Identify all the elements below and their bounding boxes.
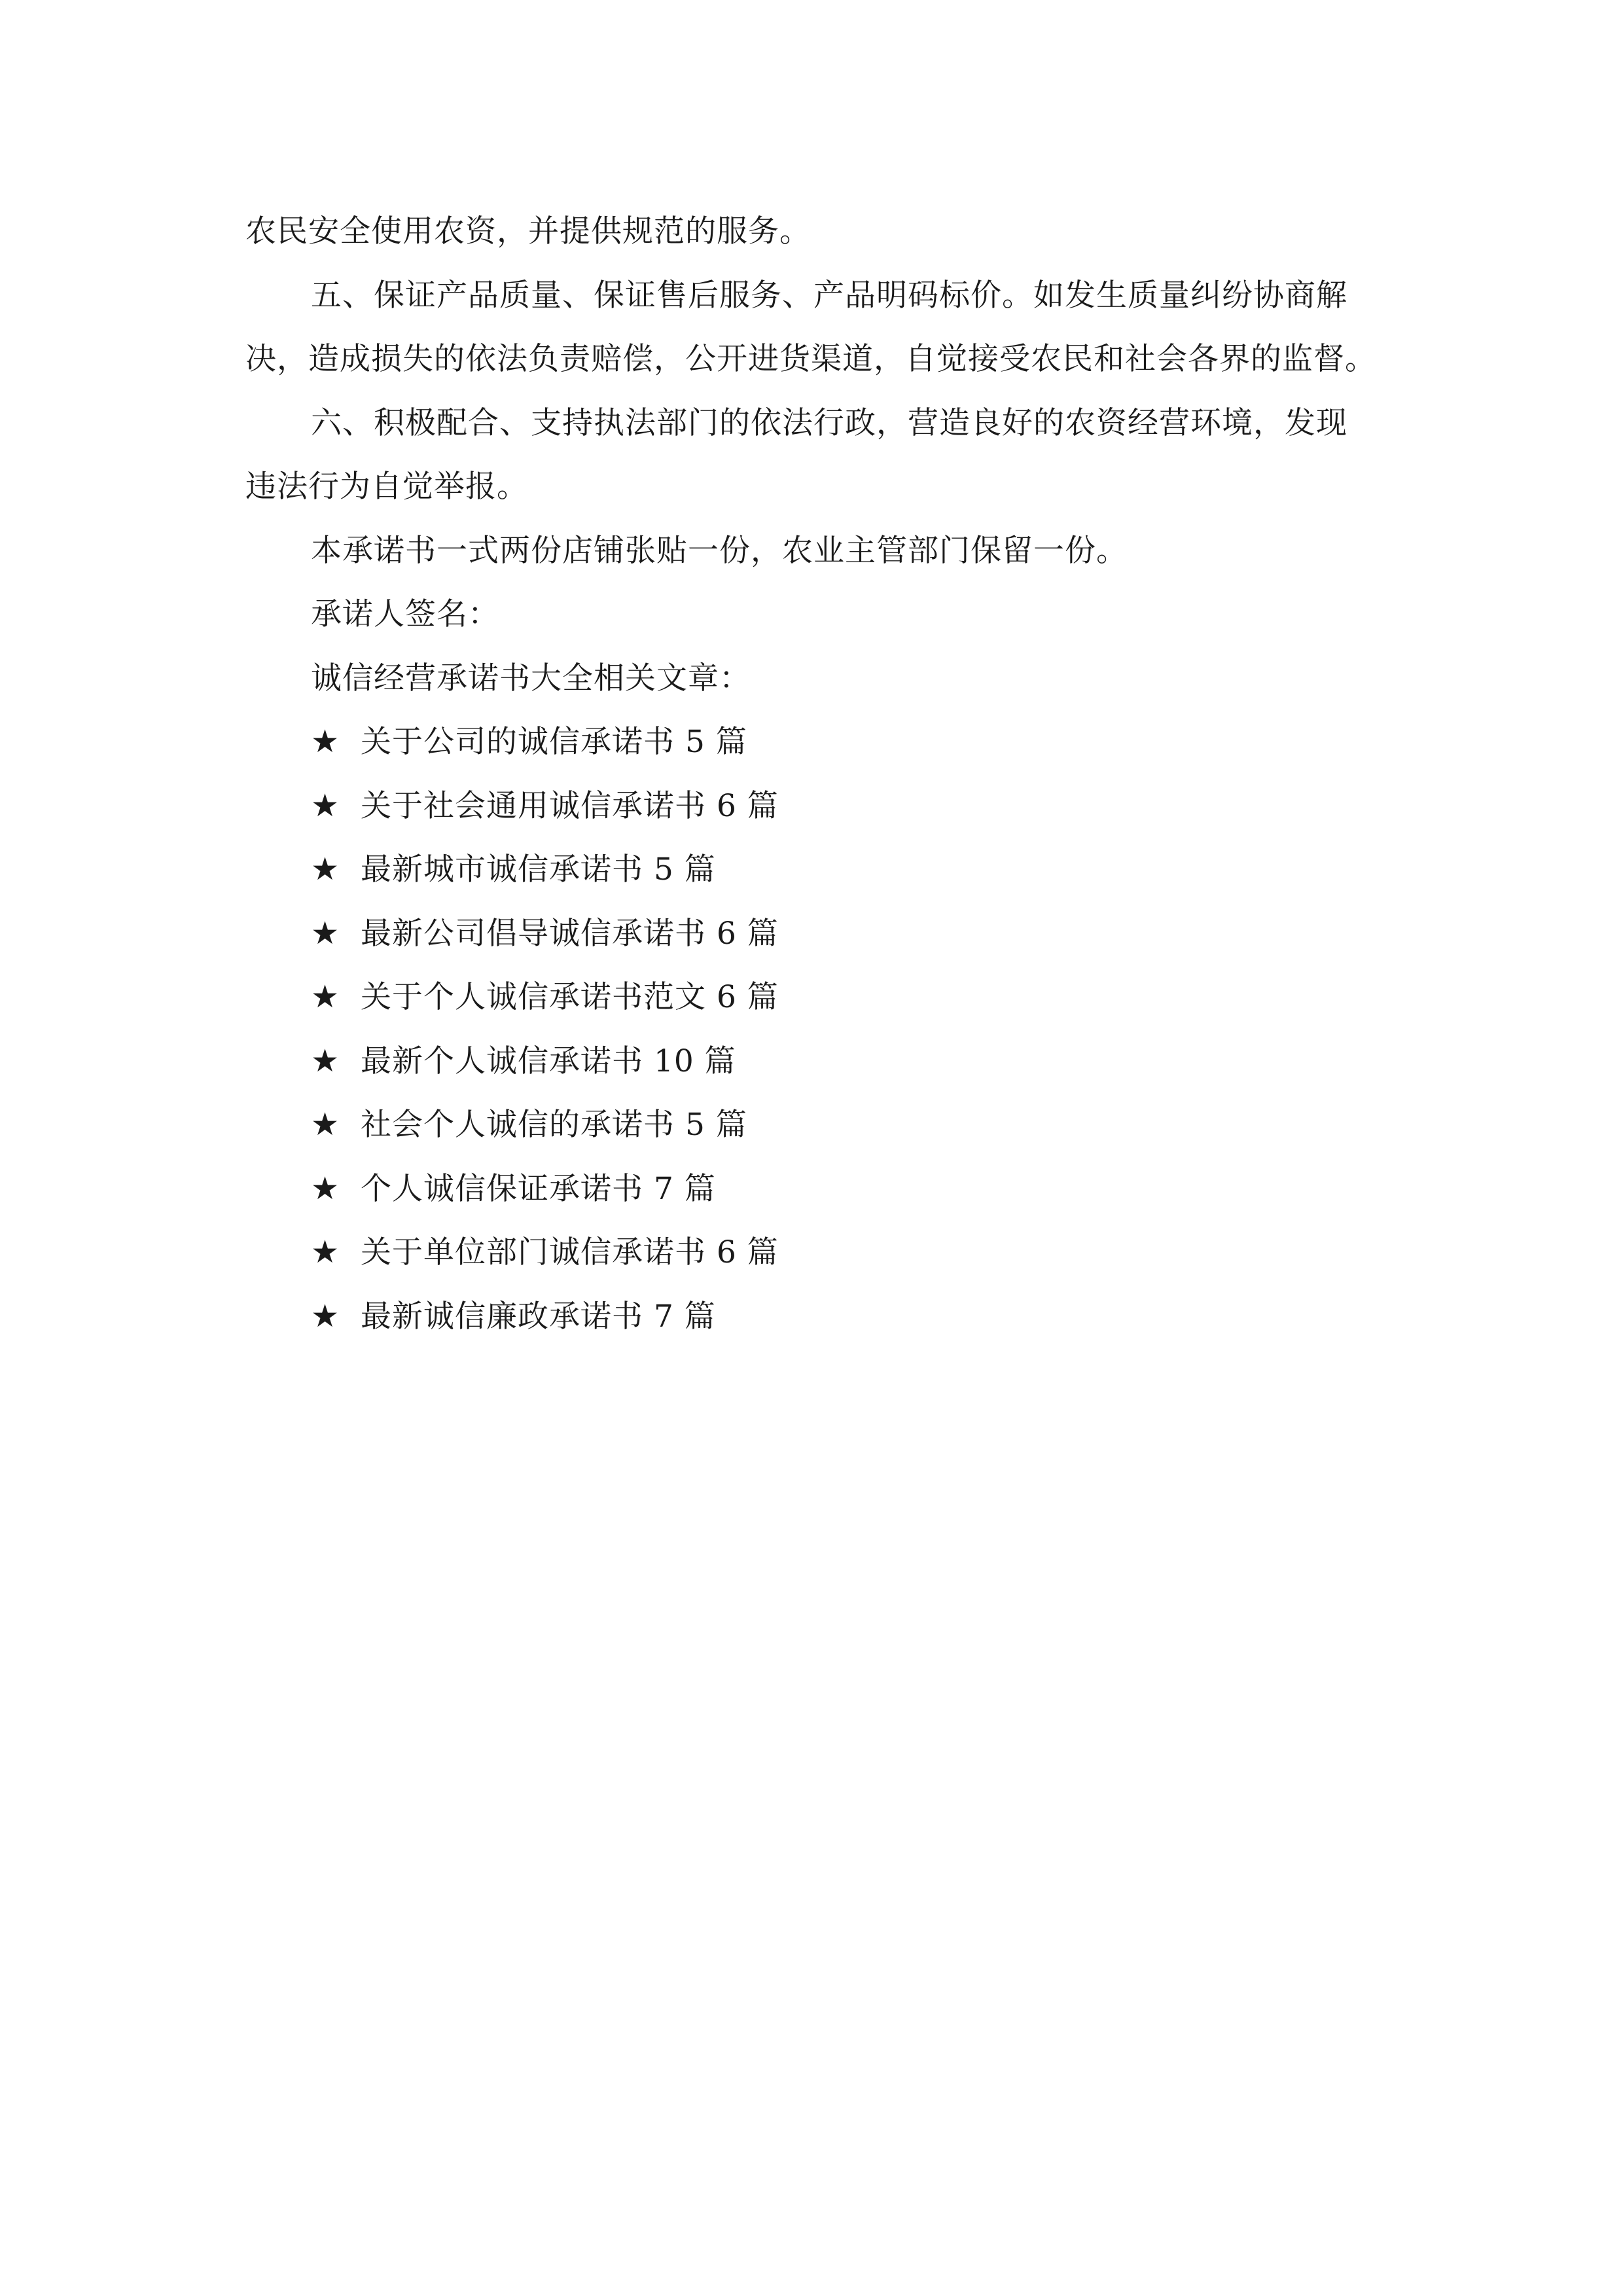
- list-item[interactable]: [245, 1221, 1384, 1285]
- list-item[interactable]: [245, 1093, 1384, 1157]
- document-body: [245, 200, 1384, 1348]
- list-item[interactable]: [245, 838, 1384, 902]
- article-link[interactable]: 关于单位部门诚信承诺书 6 篇: [361, 1234, 779, 1270]
- article-link[interactable]: 最新公司倡导诚信承诺书 6 篇: [361, 915, 779, 952]
- article-link[interactable]: 关于个人诚信承诺书范文 6 篇: [361, 979, 779, 1015]
- star-icon: ★: [311, 723, 340, 760]
- article-link[interactable]: 关于社会通用诚信承诺书 6 篇: [361, 787, 779, 824]
- star-icon: ★: [311, 1106, 340, 1143]
- article-link[interactable]: 关于公司的诚信承诺书 5 篇: [361, 724, 747, 760]
- star-icon: ★: [311, 1170, 340, 1207]
- paragraph-line: 六、积极配合、支持执法部门的依法行政，营造良好的农资经营环境，发现: [311, 404, 1347, 441]
- related-articles-list: [245, 710, 1384, 1348]
- related-articles-heading: 诚信经营承诺书大全相关文章：: [311, 660, 751, 696]
- list-item[interactable]: [245, 1030, 1384, 1094]
- list-item[interactable]: [245, 710, 1384, 774]
- paragraph-line: 农民安全使用农资，并提供规范的服务。: [245, 213, 811, 249]
- paragraph-line: 违法行为自觉举报。: [245, 469, 528, 505]
- article-link[interactable]: 最新个人诚信承诺书 10 篇: [361, 1043, 736, 1079]
- paragraph-line: 本承诺书一式两份店铺张贴一份，农业主管部门保留一份。: [311, 532, 1128, 569]
- star-icon: ★: [311, 978, 340, 1015]
- signature-label: 承诺人签名：: [311, 596, 499, 632]
- article-link[interactable]: 最新城市诚信承诺书 5 篇: [361, 852, 716, 888]
- list-item[interactable]: [245, 965, 1384, 1030]
- list-item[interactable]: [245, 774, 1384, 838]
- star-icon: ★: [311, 914, 340, 952]
- article-link[interactable]: 个人诚信保证承诺书 7 篇: [361, 1170, 716, 1207]
- star-icon: ★: [311, 787, 340, 824]
- star-icon: ★: [311, 851, 340, 888]
- star-icon: ★: [311, 1297, 340, 1335]
- article-link[interactable]: 社会个人诚信的承诺书 5 篇: [361, 1107, 747, 1143]
- paragraph-line: 决，造成损失的依法负责赔偿，公开进货渠道，自觉接受农民和社会各界的监督。: [245, 341, 1376, 377]
- list-item[interactable]: [245, 1157, 1384, 1221]
- star-icon: ★: [311, 1234, 340, 1270]
- article-link[interactable]: 最新诚信廉政承诺书 7 篇: [361, 1298, 716, 1335]
- paragraph-line: 五、保证产品质量、保证售后服务、产品明码标价。如发生质量纠纷协商解: [311, 277, 1347, 314]
- star-icon: ★: [311, 1042, 340, 1079]
- list-item[interactable]: [245, 902, 1384, 966]
- list-item[interactable]: [245, 1285, 1384, 1349]
